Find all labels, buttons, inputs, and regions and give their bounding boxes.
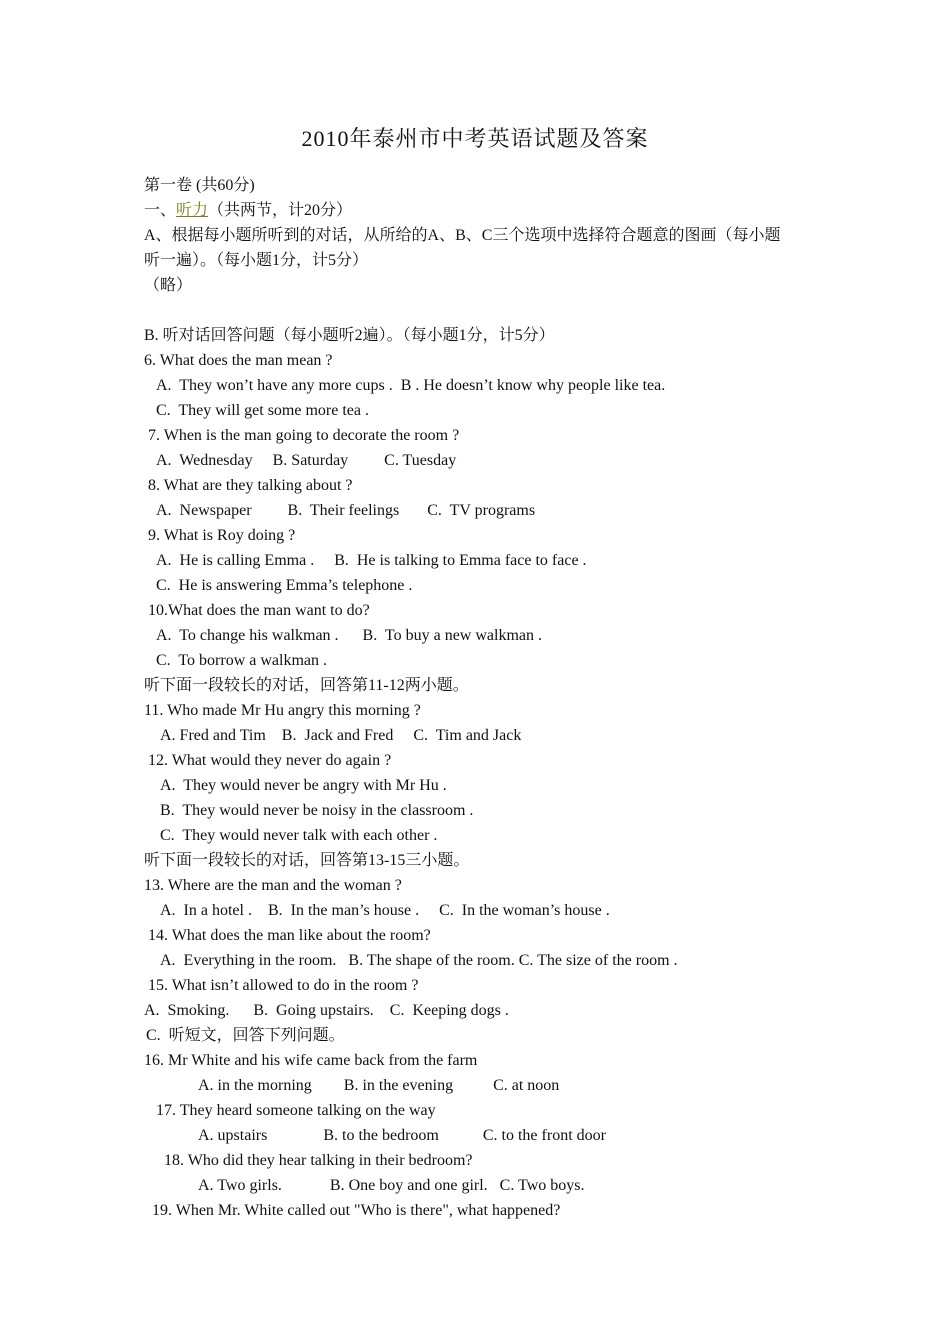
section-header: 第一卷 (共60分) [144,177,255,194]
omitted-note: （略） [144,277,193,294]
question: 9. What is Roy doing ? [148,527,296,544]
answer-options: A. in the morning B. in the evening C. at noon [198,1077,560,1094]
answer-options: A. Wednesday B. Saturday C. Tuesday [156,452,457,469]
answer-options: C. They will get some more tea . [156,402,369,419]
page-title: 2010年泰州市中考英语试题及答案 [301,126,649,151]
answer-options: A. He is calling Emma . B. He is talking to Emma face to face . [156,552,587,569]
answer-options: C. To borrow a walkman . [156,652,327,669]
question: 6. What does the man mean ? [144,352,333,369]
instruction-a-cont: 听一遍）。（每小题1分，计5分） [144,252,369,269]
answer-options: B. They would never be noisy in the classroom . [160,802,474,819]
part-one-prefix: 一、 [144,202,177,219]
dialogue-instruction: 听下面一段较长的对话，回答第11-12两小题。 [144,677,469,694]
answer-options: A. To change his walkman . B. To buy a new walkman . [156,627,542,644]
instruction-c: C. 听短文，回答下列问题。 [146,1027,345,1044]
answer-options: A. Newspaper B. Their feelings C. TV programs [156,502,536,519]
question: 8. What are they talking about ? [148,477,353,494]
question: 18. Who did they hear talking in their bedroom? [164,1152,473,1169]
part-one-score: （共两节，计20分） [208,202,353,219]
question: 17. They heard someone talking on the way [156,1102,436,1119]
question: 12. What would they never do again ? [148,752,392,769]
answer-options: C. They would never talk with each other . [160,827,438,844]
answer-options: A. In a hotel . B. In the man’s house . C. In the woman’s house . [160,902,610,919]
question: 7. When is the man going to decorate the room ? [148,427,460,444]
instruction-a: A、根据每小题所听到的对话，从所给的A、B、C三个选项中选择符合题意的图画（每小题 [144,227,781,244]
answer-options: A. Two girls. B. One boy and one girl. C. Two boys. [198,1177,585,1194]
question: 16. Mr White and his wife came back from the farm [144,1052,478,1069]
question: 10.What does the man want to do? [148,602,370,619]
question: 19. When Mr. White called out "Who is there", what happened? [152,1202,561,1219]
part-one-heading [144,201,352,221]
answer-options: A. They won’t have any more cups . B . He doesn’t know why people like tea. [156,377,666,394]
instruction-b: B. 听对话回答问题（每小题听2遍）。（每小题1分，计5分） [144,327,555,344]
answer-options: A. Fred and Tim B. Jack and Fred C. Tim and Jack [160,727,522,744]
question: 14. What does the man like about the room? [148,927,431,944]
listening-link[interactable]: 听力 [176,202,209,219]
answer-options: A. Smoking. B. Going upstairs. C. Keeping dogs . [144,1002,509,1019]
answer-options: A. They would never be angry with Mr Hu . [160,777,447,794]
answer-options: A. upstairs B. to the bedroom C. to the front door [198,1127,606,1144]
question: 11. Who made Mr Hu angry this morning ? [144,702,421,719]
dialogue-instruction: 听下面一段较长的对话，回答第13-15三小题。 [144,852,470,869]
question: 13. Where are the man and the woman ? [144,877,402,894]
answer-options: A. Everything in the room. B. The shape of the room. C. The size of the room . [160,952,678,969]
answer-options: C. He is answering Emma’s telephone . [156,577,413,594]
question: 15. What isn’t allowed to do in the room ? [148,977,419,994]
